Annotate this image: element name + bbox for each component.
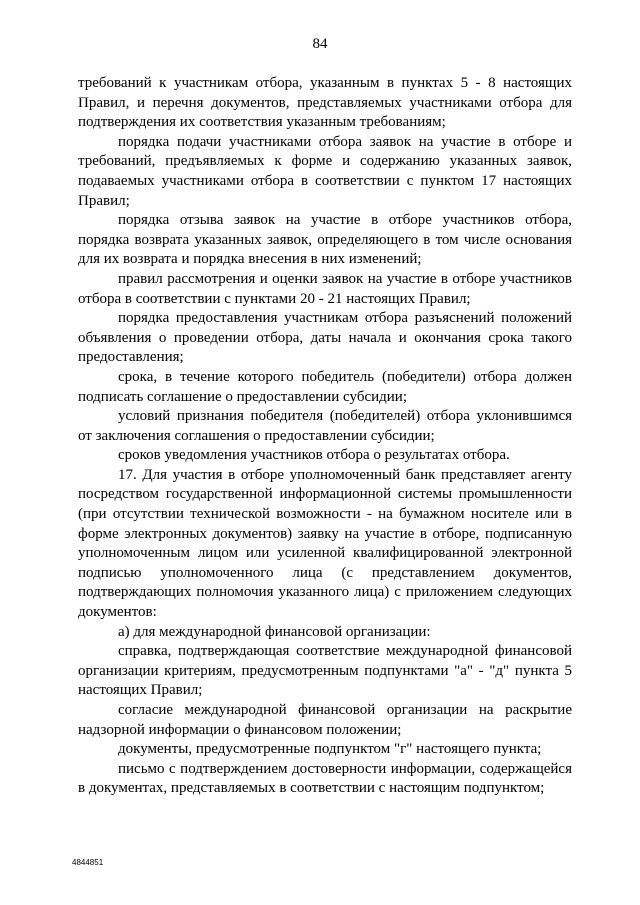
page-number: 84 <box>312 36 328 52</box>
paragraph: документы, предусмотренные подпунктом "г" настоящего пункта; <box>118 741 542 758</box>
paragraph: срока, в течение которого победитель (победители) отбора должен подписать соглашение о предоставлении субсидии; <box>78 368 572 405</box>
paragraph: сроков уведомления участников отбора о результатах отбора. <box>118 447 510 464</box>
paragraph: условий признания победителя (победителей) отбора уклонившимся от заключения соглашения о предоставлении субсидии; <box>78 408 572 444</box>
paragraph-subclause-a: а) для международной финансовой организации: <box>118 623 431 640</box>
paragraph: согласие международной финансовой организации на раскрытие надзорной информации о финансовом положении; <box>78 702 572 738</box>
paragraph: порядка отзыва заявок на участие в отборе участников отбора, порядка возврата указанных заявок, определяющего в том числе основания для их возврата и порядка внесения в них изменений; <box>78 212 572 268</box>
paragraph: правил рассмотрения и оценки заявок на участие в отборе участников отбора в соответствии с пунктами 20 - 21 настоящих Правил; <box>78 270 572 307</box>
paragraph: письмо с подтверждением достоверности информации, содержащейся в документах, представляемых в соответствии с настоящим подпунктом; <box>78 760 572 797</box>
document-body <box>78 74 572 799</box>
document-code: 4844851 <box>72 858 104 867</box>
paragraph: порядка предоставления участникам отбора разъяснений положений объявления о проведении отбора, даты начала и окончания срока такого предоставления; <box>78 310 572 366</box>
paragraph: порядка подачи участниками отбора заявок на участие в отборе и требований, предъявляемых к форме и содержанию указанных заявок, подаваемых участниками отбора в соответствии с пунктом 17 настоящих Правил; <box>78 133 572 209</box>
paragraph-clause-17: 17. Для участия в отборе уполномоченный банк представляет агенту посредством государственной информационной системы промышленности (при отсутствии технической возможности - на бумажном носителе или в форме электронных документов) заявку на участие в отборе, подписанную уполномоченным лицом или усиленной квалифицированной электронной подписью уполномоченного лица (с представлением документов, подтверждающих полномочия указанного лица) с приложением следующих документов: <box>78 466 572 621</box>
paragraph: справка, подтверждающая соответствие международной финансовой организации критериям, предусмотренным подпунктами "а" - "д" пункта 5 настоящих Правил; <box>78 643 572 699</box>
paragraph-continuation: требований к участникам отбора, указанным в пунктах 5 - 8 настоящих Правил, и перечня документов, представляемых участниками отбора для подтверждения их соответствия указанным требованиям; <box>78 75 572 131</box>
